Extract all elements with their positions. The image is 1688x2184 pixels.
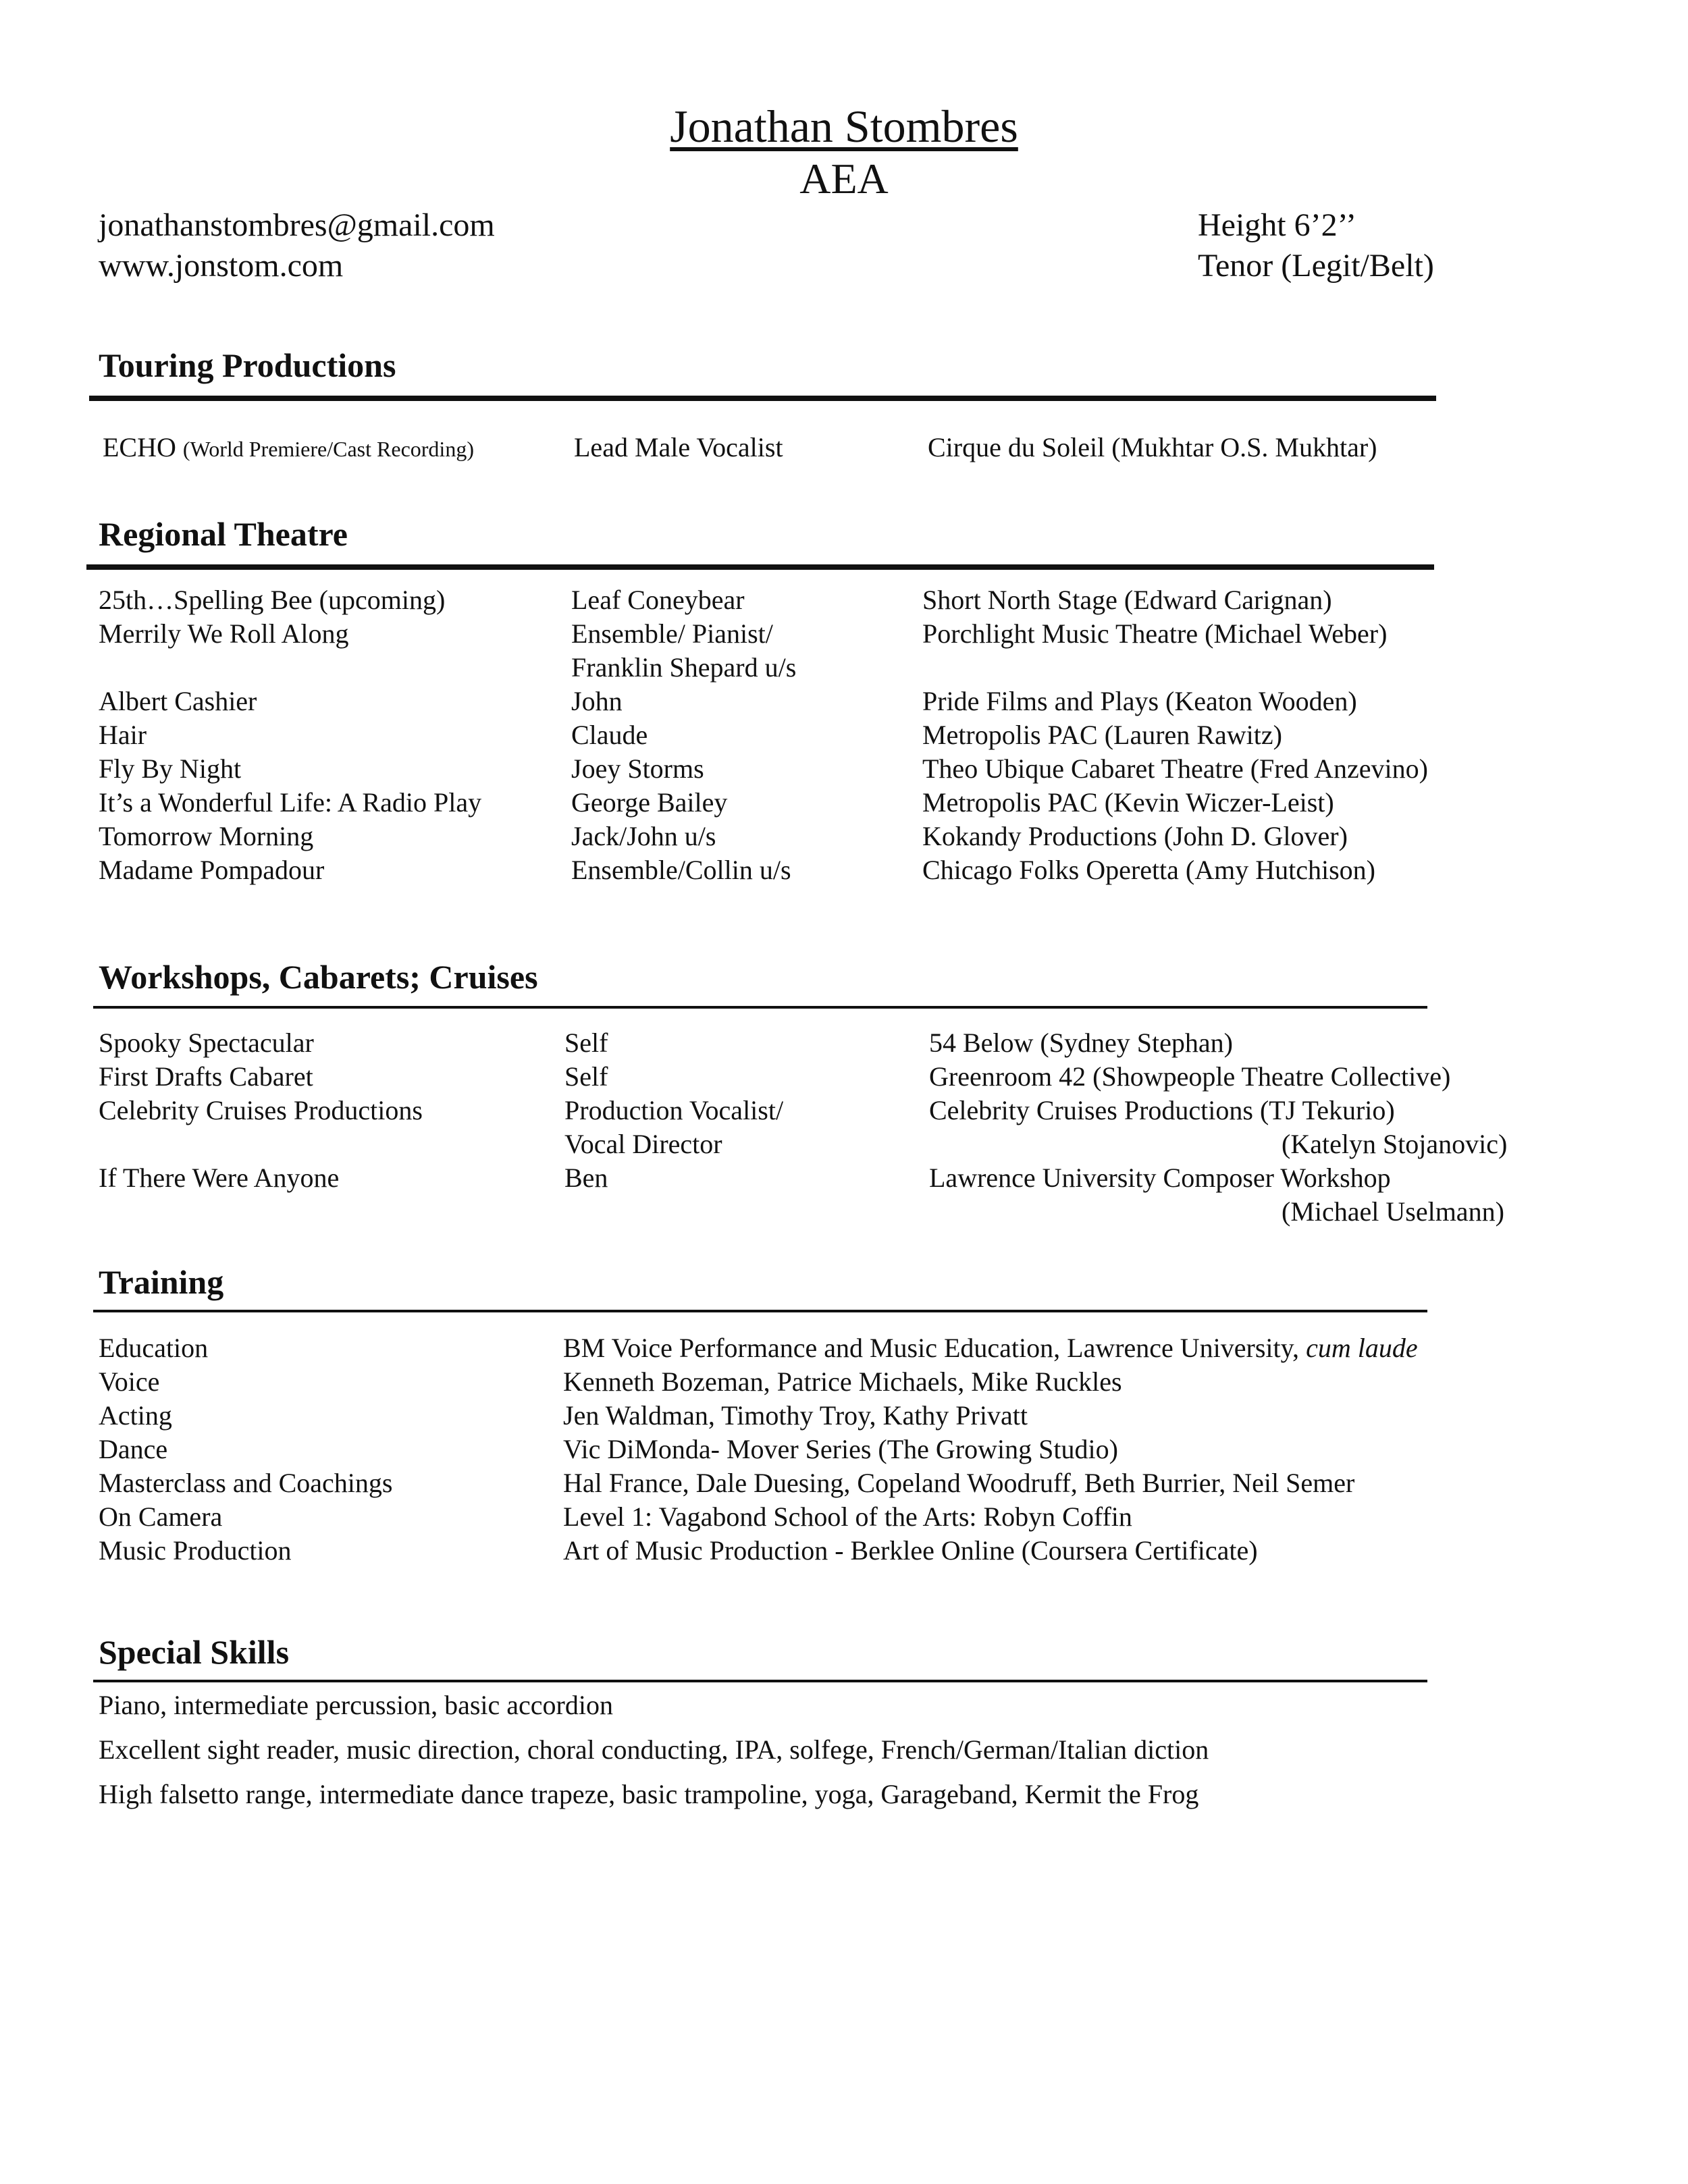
credit-show: Spooky Spectacular xyxy=(99,1028,314,1058)
credit-company: 54 Below (Sydney Stephan) xyxy=(929,1028,1233,1058)
skill-line: Excellent sight reader, music direction, choral conducting, IPA, solfege, French/German/Italian diction xyxy=(99,1734,1209,1765)
credit-company: Lawrence University Composer Workshop xyxy=(929,1163,1391,1193)
section-divider xyxy=(93,1006,1427,1009)
training-detail: Art of Music Production - Berklee Online (Coursera Certificate) xyxy=(563,1535,1258,1566)
credit-company: Porchlight Music Theatre (Michael Weber) xyxy=(922,618,1388,649)
skill-line: High falsetto range, intermediate dance trapeze, basic trampoline, yoga, Garageband, Kermit the Frog xyxy=(99,1779,1199,1809)
credit-company: Cirque du Soleil (Mukhtar O.S. Mukhtar) xyxy=(928,432,1377,462)
credit-role: Production Vocalist/ xyxy=(564,1095,784,1125)
credit-show: 25th…Spelling Bee (upcoming) xyxy=(99,585,446,615)
credit-show: Madame Pompadour xyxy=(99,855,325,885)
credit-company: Metropolis PAC (Kevin Wiczer-Leist) xyxy=(922,787,1334,818)
credit-company-continued: (Katelyn Stojanovic) xyxy=(1282,1129,1508,1159)
credit-role: John xyxy=(571,686,623,716)
credit-show: It’s a Wonderful Life: A Radio Play xyxy=(99,787,482,818)
credit-company: Celebrity Cruises Productions (TJ Tekurio) xyxy=(929,1095,1395,1125)
training-category: Acting xyxy=(99,1400,172,1431)
credit-company: Theo Ubique Cabaret Theatre (Fred Anzevino) xyxy=(922,753,1428,784)
section-divider xyxy=(93,1310,1427,1312)
credit-role-continued: Vocal Director xyxy=(564,1129,722,1159)
training-category: Masterclass and Coachings xyxy=(99,1468,393,1498)
credit-company: Short North Stage (Edward Carignan) xyxy=(922,585,1332,615)
credit-company-continued: (Michael Uselmann) xyxy=(1282,1196,1504,1227)
skill-line: Piano, intermediate percussion, basic accordion xyxy=(99,1690,613,1720)
credit-role: Leaf Coneybear xyxy=(571,585,745,615)
credit-role: Joey Storms xyxy=(571,753,704,784)
training-detail: BM Voice Performance and Music Education, Lawrence University, cum laude xyxy=(563,1333,1418,1363)
credit-company: Kokandy Productions (John D. Glover) xyxy=(922,821,1348,851)
credit-show: Fly By Night xyxy=(99,753,242,784)
credit-company: Metropolis PAC (Lauren Rawitz) xyxy=(922,720,1282,750)
credit-show: Albert Cashier xyxy=(99,686,257,716)
website-text: www.jonstom.com xyxy=(99,248,344,284)
section-title-regional: Regional Theatre xyxy=(99,515,348,553)
training-detail: Level 1: Vagabond School of the Arts: Robyn Coffin xyxy=(563,1501,1132,1532)
credit-show: Merrily We Roll Along xyxy=(99,618,349,649)
credit-role-continued: Franklin Shepard u/s xyxy=(571,652,797,683)
credit-role: George Bailey xyxy=(571,787,728,818)
training-category: On Camera xyxy=(99,1501,223,1532)
section-title-touring: Touring Productions xyxy=(99,346,396,384)
credit-show: Hair xyxy=(99,720,147,750)
credit-company: Greenroom 42 (Showpeople Theatre Collective) xyxy=(929,1061,1451,1092)
credit-role: Lead Male Vocalist xyxy=(574,432,783,462)
training-detail: Vic DiMonda- Mover Series (The Growing Studio) xyxy=(563,1434,1118,1464)
credit-show: ECHO (World Premiere/Cast Recording) xyxy=(103,432,474,462)
credit-role: Claude xyxy=(571,720,648,750)
email-text: jonathanstombres@gmail.com xyxy=(99,207,495,243)
union-affiliation: AEA xyxy=(799,155,889,203)
actor-name: Jonathan Stombres xyxy=(670,101,1018,152)
section-title-workshops: Workshops, Cabarets; Cruises xyxy=(99,958,538,996)
credit-role: Ben xyxy=(564,1163,608,1193)
credit-company: Pride Films and Plays (Keaton Wooden) xyxy=(922,686,1357,716)
section-divider xyxy=(89,396,1436,401)
credit-show: If There Were Anyone xyxy=(99,1163,340,1193)
credit-role: Ensemble/Collin u/s xyxy=(571,855,791,885)
training-category: Music Production xyxy=(99,1535,292,1566)
credit-role: Self xyxy=(564,1028,608,1058)
credit-role: Ensemble/ Pianist/ xyxy=(571,618,773,649)
training-detail: Kenneth Bozeman, Patrice Michaels, Mike Ruckles xyxy=(563,1366,1122,1397)
credit-show: First Drafts Cabaret xyxy=(99,1061,313,1092)
section-title-skills: Special Skills xyxy=(99,1633,290,1671)
credit-role: Jack/John u/s xyxy=(571,821,716,851)
credit-show: Celebrity Cruises Productions xyxy=(99,1095,423,1125)
credit-show: Tomorrow Morning xyxy=(99,821,314,851)
section-title-training: Training xyxy=(99,1263,224,1301)
training-category: Voice xyxy=(99,1366,160,1397)
credit-role: Self xyxy=(564,1061,608,1092)
credit-company: Chicago Folks Operetta (Amy Hutchison) xyxy=(922,855,1375,885)
training-category: Education xyxy=(99,1333,209,1363)
section-divider xyxy=(86,564,1434,570)
training-detail: Jen Waldman, Timothy Troy, Kathy Privatt xyxy=(563,1400,1028,1431)
height-text: Height 6’2’’ xyxy=(1198,207,1357,243)
training-category: Dance xyxy=(99,1434,168,1464)
voice-type-text: Tenor (Legit/Belt) xyxy=(1198,248,1434,284)
section-divider xyxy=(93,1680,1427,1682)
training-detail: Hal France, Dale Duesing, Copeland Woodruff, Beth Burrier, Neil Semer xyxy=(563,1468,1355,1498)
